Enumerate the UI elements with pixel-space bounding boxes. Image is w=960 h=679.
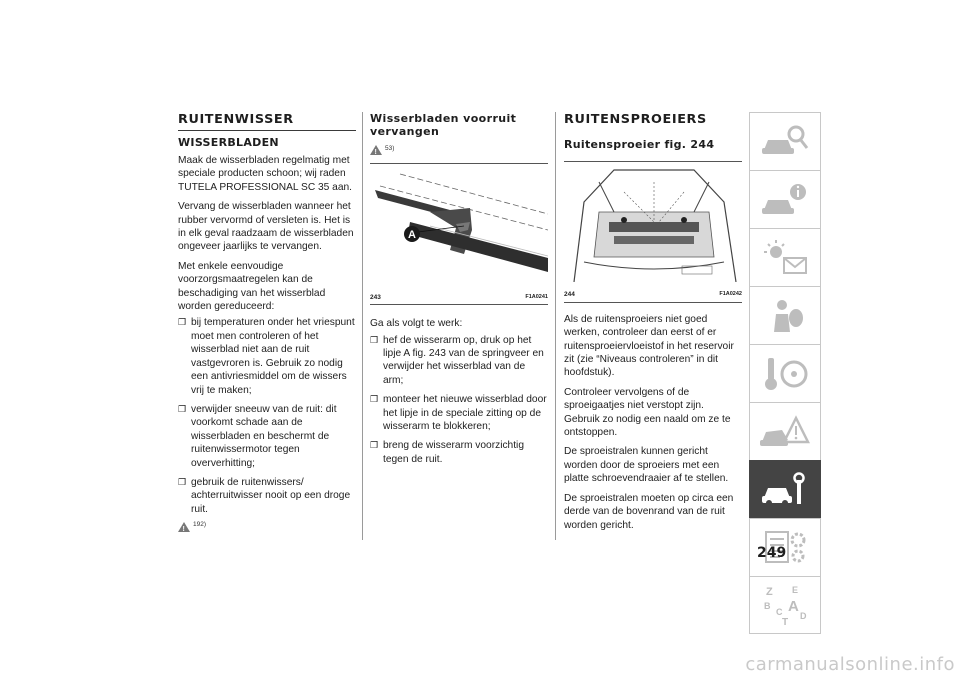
list-item: ❒ monteer het nieuwe wisserblad door het lipje in de speciale zitting op de wisserarm te blokkeren;	[370, 394, 547, 433]
checkbox-bullet-icon: ❒	[370, 334, 379, 345]
warning-triangle-icon	[178, 522, 190, 532]
figure-244	[564, 161, 742, 303]
car-info-icon	[760, 180, 810, 220]
svg-text:T: T	[782, 617, 789, 627]
checkbox-bullet-icon: ❒	[178, 403, 187, 414]
svg-text:A: A	[788, 598, 799, 615]
car-crash-warning-icon	[760, 412, 810, 452]
figure-caption	[370, 289, 548, 304]
figure-243	[370, 163, 548, 305]
column-divider	[362, 112, 363, 540]
callout-label: A	[408, 229, 416, 242]
list-item: ❒ hef de wisserarm op, druk op het lipje A fig. 243 van de springveer en verwijder het wisserblad van de arm;	[370, 334, 544, 386]
svg-text:E: E	[792, 585, 799, 595]
paragraph: De sproeistralen moeten op circa een derde van de bovenrand van de ruit worden gericht.	[564, 492, 734, 531]
svg-text:D: D	[800, 611, 807, 621]
wiper-blade-illustration	[370, 164, 548, 284]
tile-car-info-icon[interactable]	[749, 170, 821, 228]
airbag-person-icon	[760, 296, 810, 336]
paragraph: Vervang de wisserbladen wanneer het rubber vervormd of versleten is. Het is in elk geval raadzaam de wisserbladen ongeveer jaarlijks te vervangen.	[178, 201, 354, 253]
column-divider	[555, 112, 556, 540]
paragraph: Ga als volgt te werk:	[370, 318, 463, 330]
bullet-list	[370, 334, 548, 467]
warning-reference: ! 53)	[370, 142, 548, 155]
svg-text:B: B	[764, 601, 771, 611]
car-wrench-icon	[760, 470, 810, 510]
light-mail-icon	[760, 238, 810, 278]
list-item: ❒ gebruik de ruitenwissers/ achterruitwisser nooit op een droge ruit.	[178, 476, 351, 515]
engine-bay-illustration	[564, 162, 742, 282]
tile-alphabet-index-icon[interactable]	[749, 576, 821, 634]
svg-text:C: C	[776, 607, 783, 617]
figure-code: F1A0241	[525, 293, 548, 300]
warning-triangle-icon	[370, 145, 382, 155]
checkbox-bullet-icon: ❒	[178, 317, 187, 328]
tile-key-steering-wheel-icon[interactable]	[749, 344, 821, 402]
svg-text:Z: Z	[766, 586, 773, 598]
checkbox-bullet-icon: ❒	[178, 476, 187, 487]
section-subtitle: WISSERBLADEN	[178, 136, 279, 149]
column-wipers	[178, 112, 356, 532]
paragraph: Als de ruitensproeiers niet goed werken, controleer dan eerst of er ruitensproeiervloeistof in het reservoir zit (zie “Niveaus controleren” in dit hoofdstuk).	[564, 313, 734, 379]
checkbox-bullet-icon: ❒	[370, 394, 379, 405]
tile-car-wrench-icon[interactable]	[749, 460, 821, 518]
checkbox-bullet-icon: ❒	[370, 440, 379, 451]
key-steering-wheel-icon	[760, 354, 810, 394]
paragraph: Maak de wisserbladen regelmatig met speciale producten schoon; wij raden TUTELA PROFESSIONAL SC 35 aan.	[178, 155, 353, 193]
section-title: RUITENSPROEIERS	[564, 112, 707, 127]
section-title: RUITENWISSER	[178, 112, 294, 127]
tile-light-mail-icon[interactable]	[749, 228, 821, 286]
paragraph: Met enkele eenvoudige voorzorgsmaatregelen kan de beschadiging van het wisserblad worden gereduceerd:	[178, 260, 326, 313]
alphabet-index-icon	[760, 583, 810, 627]
paragraph: Controleer vervolgens of de sproeigaatjes niet verstopt zijn. Gebruik zo nodig een naald om ze te ontstoppen.	[564, 386, 731, 439]
tile-car-search-icon[interactable]	[749, 112, 821, 170]
list-item: ❒ breng de wisserarm voorzichtig tegen de ruit.	[370, 440, 524, 465]
title-underline	[178, 130, 356, 131]
list-item: ❒ verwijder sneeuw van de ruit: dit voorkomt schade aan de wisserbladen en beschermt de ruitenwissermotor tegen oververhitting;	[178, 403, 337, 469]
figure-code: F1A0242	[719, 291, 742, 298]
figure-number: 244	[564, 291, 575, 299]
tile-airbag-person-icon[interactable]	[749, 286, 821, 344]
figure-caption	[564, 286, 742, 301]
car-search-icon	[760, 122, 810, 162]
section-title: Wisserbladen voorruit vervangen	[370, 112, 517, 138]
bullet-list	[178, 316, 356, 516]
figure-number: 243	[370, 293, 381, 301]
watermark: carmanualsonline.info	[745, 654, 955, 675]
section-subtitle: Ruitensproeier fig. 244	[564, 138, 715, 151]
column-washers	[564, 112, 742, 538]
list-item: ❒ bij temperaturen onder het vriespunt moet men controleren of het wisserblad niet aan de ruit vastgevroren is. Gebruik zo nodig een antivriesmiddel om de wissers vrij te maken;	[178, 317, 355, 396]
column-replace-wiper-blades	[370, 112, 548, 472]
paragraph: De sproeistralen kunnen gericht worden door de sproeiers met een platte schroevendraaier af te stellen.	[564, 446, 729, 485]
page-number: 249	[757, 545, 787, 561]
warning-reference: ! 192)	[178, 518, 356, 531]
tile-car-crash-warning-icon[interactable]	[749, 402, 821, 460]
